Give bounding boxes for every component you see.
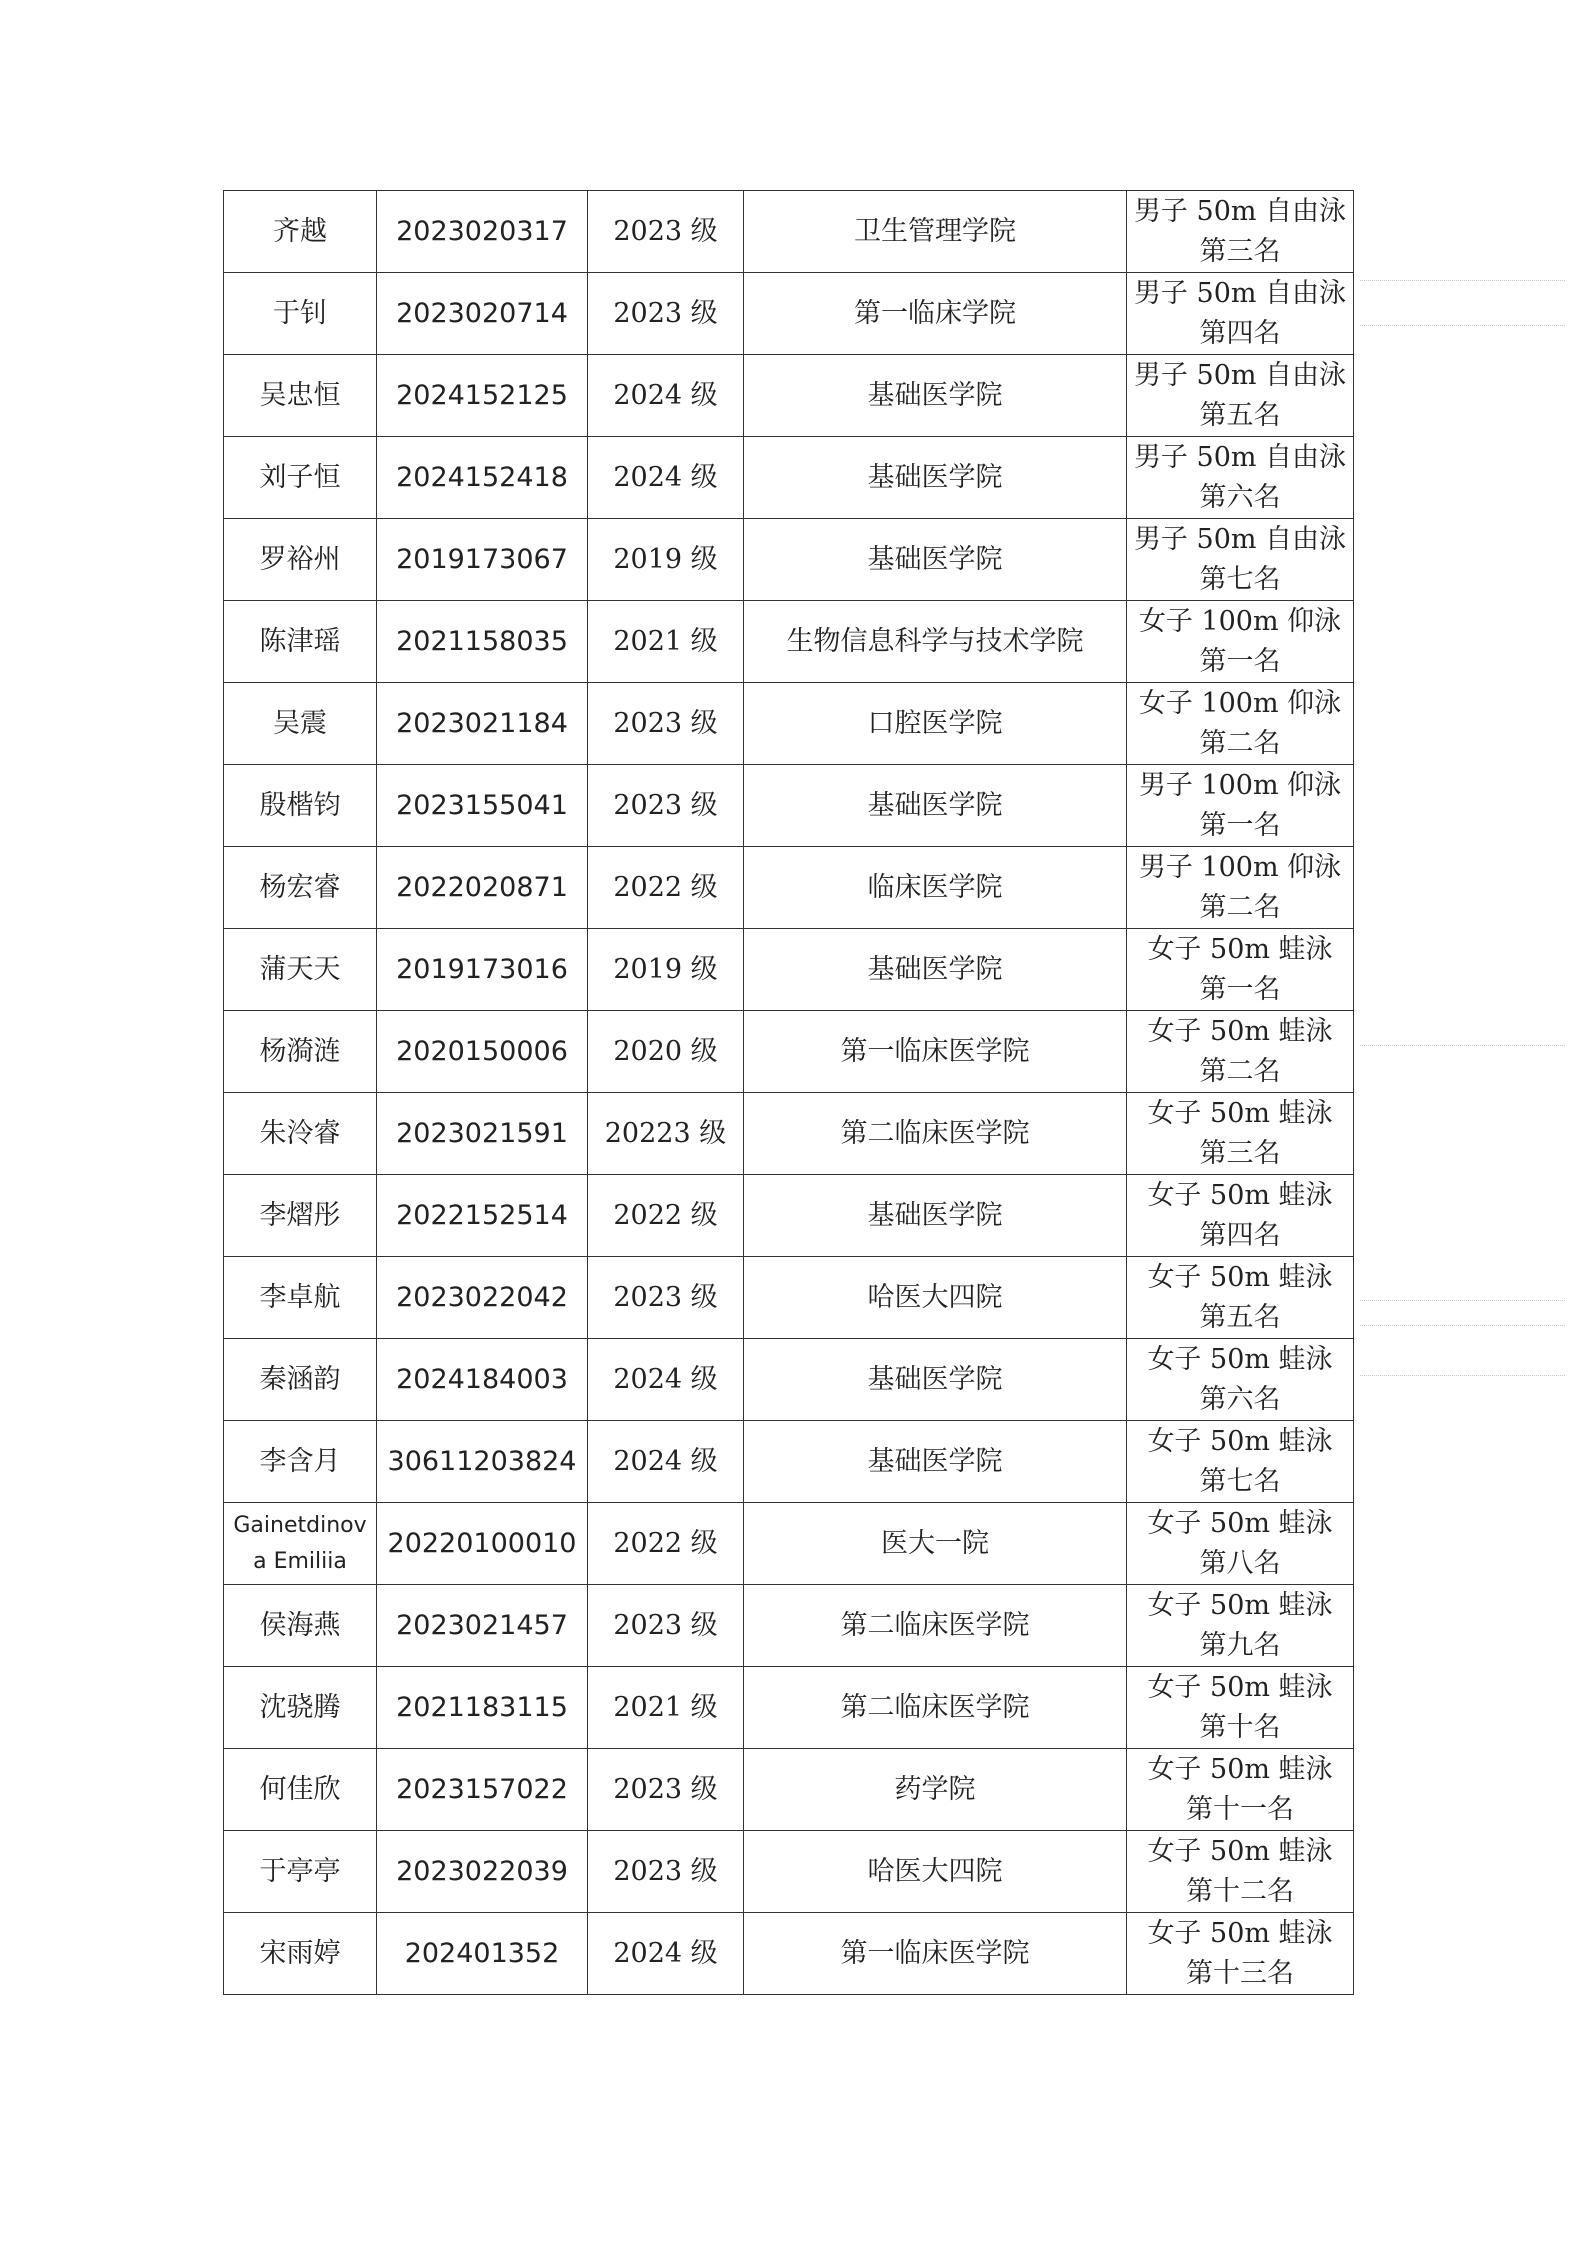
student-id: 2019173016	[377, 929, 588, 1011]
student-name: 侯海燕	[224, 1585, 377, 1667]
table-row	[224, 437, 1354, 519]
table-row	[224, 765, 1354, 847]
award-result: 女子 50m 蛙泳 第五名	[1127, 1257, 1354, 1339]
student-name: 李含月	[224, 1421, 377, 1503]
table-row	[224, 1749, 1354, 1831]
student-name: 朱泠睿	[224, 1093, 377, 1175]
table-row	[224, 601, 1354, 683]
student-name: 刘子恒	[224, 437, 377, 519]
table-row	[224, 929, 1354, 1011]
grade-level: 2023 级	[588, 191, 744, 273]
table-row	[224, 1175, 1354, 1257]
grade-level: 2023 级	[588, 1585, 744, 1667]
ghost-guide-line	[1360, 325, 1565, 326]
college-name: 医大一院	[744, 1503, 1127, 1585]
ghost-guide-line	[1360, 1375, 1565, 1376]
grade-level: 2021 级	[588, 1667, 744, 1749]
student-name: 吴震	[224, 683, 377, 765]
student-name: 于亭亭	[224, 1831, 377, 1913]
student-name: 殷楷钧	[224, 765, 377, 847]
table-row	[224, 1503, 1354, 1585]
award-result: 女子 50m 蛙泳 第十一名	[1127, 1749, 1354, 1831]
student-name: Gainetdinova Emiliia	[224, 1503, 377, 1585]
award-result: 男子 100m 仰泳 第一名	[1127, 765, 1354, 847]
student-id: 2023021184	[377, 683, 588, 765]
table-row	[224, 1257, 1354, 1339]
table-row	[224, 273, 1354, 355]
grade-level: 2022 级	[588, 1503, 744, 1585]
college-name: 基础医学院	[744, 519, 1127, 601]
ghost-guide-line	[1360, 1325, 1565, 1326]
student-name: 蒲天天	[224, 929, 377, 1011]
student-id: 2023155041	[377, 765, 588, 847]
college-name: 基础医学院	[744, 1339, 1127, 1421]
college-name: 哈医大四院	[744, 1257, 1127, 1339]
award-result: 女子 100m 仰泳 第一名	[1127, 601, 1354, 683]
award-result: 男子 50m 自由泳 第六名	[1127, 437, 1354, 519]
student-id: 2024184003	[377, 1339, 588, 1421]
table-row	[224, 1339, 1354, 1421]
table-row	[224, 847, 1354, 929]
award-result: 男子 50m 自由泳 第七名	[1127, 519, 1354, 601]
award-result: 女子 50m 蛙泳 第六名	[1127, 1339, 1354, 1421]
student-id: 2024152418	[377, 437, 588, 519]
award-table	[223, 190, 1354, 1995]
college-name: 第二临床医学院	[744, 1585, 1127, 1667]
award-result: 女子 100m 仰泳 第二名	[1127, 683, 1354, 765]
table-row	[224, 1831, 1354, 1913]
student-name: 杨宏睿	[224, 847, 377, 929]
college-name: 基础医学院	[744, 929, 1127, 1011]
ghost-guide-line	[1360, 1045, 1565, 1046]
college-name: 第一临床医学院	[744, 1913, 1127, 1995]
award-result: 男子 50m 自由泳 第四名	[1127, 273, 1354, 355]
student-id: 20220100010	[377, 1503, 588, 1585]
grade-level: 2020 级	[588, 1011, 744, 1093]
student-name: 宋雨婷	[224, 1913, 377, 1995]
college-name: 口腔医学院	[744, 683, 1127, 765]
award-result: 女子 50m 蛙泳 第九名	[1127, 1585, 1354, 1667]
grade-level: 2022 级	[588, 847, 744, 929]
table-row	[224, 1667, 1354, 1749]
award-result: 男子 50m 自由泳 第五名	[1127, 355, 1354, 437]
table-row	[224, 191, 1354, 273]
grade-level: 2024 级	[588, 1339, 744, 1421]
award-result: 女子 50m 蛙泳 第十三名	[1127, 1913, 1354, 1995]
grade-level: 2024 级	[588, 1421, 744, 1503]
award-result: 女子 50m 蛙泳 第二名	[1127, 1011, 1354, 1093]
student-name: 罗裕州	[224, 519, 377, 601]
award-result: 女子 50m 蛙泳 第十二名	[1127, 1831, 1354, 1913]
award-table-body	[224, 191, 1354, 1995]
student-id: 202401352	[377, 1913, 588, 1995]
student-name: 李熠彤	[224, 1175, 377, 1257]
student-id: 2023021457	[377, 1585, 588, 1667]
table-row	[224, 1913, 1354, 1995]
grade-level: 20223 级	[588, 1093, 744, 1175]
ghost-guide-line	[1360, 280, 1565, 281]
grade-level: 2022 级	[588, 1175, 744, 1257]
grade-level: 2023 级	[588, 683, 744, 765]
grade-level: 2024 级	[588, 355, 744, 437]
grade-level: 2023 级	[588, 765, 744, 847]
student-name: 杨漪涟	[224, 1011, 377, 1093]
college-name: 临床医学院	[744, 847, 1127, 929]
table-row	[224, 683, 1354, 765]
college-name: 第二临床医学院	[744, 1667, 1127, 1749]
student-name: 何佳欣	[224, 1749, 377, 1831]
college-name: 基础医学院	[744, 355, 1127, 437]
college-name: 基础医学院	[744, 437, 1127, 519]
grade-level: 2023 级	[588, 1257, 744, 1339]
grade-level: 2019 级	[588, 929, 744, 1011]
college-name: 第二临床医学院	[744, 1093, 1127, 1175]
student-id: 2024152125	[377, 355, 588, 437]
college-name: 哈医大四院	[744, 1831, 1127, 1913]
student-id: 2021183115	[377, 1667, 588, 1749]
student-name: 秦涵韵	[224, 1339, 377, 1421]
table-row	[224, 519, 1354, 601]
student-id: 2023022042	[377, 1257, 588, 1339]
student-name: 陈津瑶	[224, 601, 377, 683]
student-id: 2023020714	[377, 273, 588, 355]
award-result: 男子 50m 自由泳 第三名	[1127, 191, 1354, 273]
grade-level: 2019 级	[588, 519, 744, 601]
award-result: 女子 50m 蛙泳 第一名	[1127, 929, 1354, 1011]
college-name: 卫生管理学院	[744, 191, 1127, 273]
ghost-guide-line	[1360, 1300, 1565, 1301]
student-name: 齐越	[224, 191, 377, 273]
table-row	[224, 1585, 1354, 1667]
student-id: 2022020871	[377, 847, 588, 929]
student-id: 2021158035	[377, 601, 588, 683]
college-name: 第一临床医学院	[744, 1011, 1127, 1093]
award-result: 女子 50m 蛙泳 第七名	[1127, 1421, 1354, 1503]
grade-level: 2021 级	[588, 601, 744, 683]
college-name: 药学院	[744, 1749, 1127, 1831]
college-name: 基础医学院	[744, 1421, 1127, 1503]
award-result: 女子 50m 蛙泳 第三名	[1127, 1093, 1354, 1175]
student-id: 2023157022	[377, 1749, 588, 1831]
table-row	[224, 1011, 1354, 1093]
table-row	[224, 1421, 1354, 1503]
student-id: 2022152514	[377, 1175, 588, 1257]
award-result: 女子 50m 蛙泳 第八名	[1127, 1503, 1354, 1585]
college-name: 基础医学院	[744, 765, 1127, 847]
student-name: 于钊	[224, 273, 377, 355]
table-row	[224, 355, 1354, 437]
student-id: 2023022039	[377, 1831, 588, 1913]
award-result: 男子 100m 仰泳 第二名	[1127, 847, 1354, 929]
student-name: 吴忠恒	[224, 355, 377, 437]
award-result: 女子 50m 蛙泳 第十名	[1127, 1667, 1354, 1749]
grade-level: 2024 级	[588, 1913, 744, 1995]
table-row	[224, 1093, 1354, 1175]
student-id: 30611203824	[377, 1421, 588, 1503]
college-name: 第一临床学院	[744, 273, 1127, 355]
grade-level: 2023 级	[588, 1831, 744, 1913]
student-name: 沈骁腾	[224, 1667, 377, 1749]
student-id: 2023020317	[377, 191, 588, 273]
award-result: 女子 50m 蛙泳 第四名	[1127, 1175, 1354, 1257]
student-name: 李卓航	[224, 1257, 377, 1339]
grade-level: 2023 级	[588, 1749, 744, 1831]
student-id: 2020150006	[377, 1011, 588, 1093]
student-id: 2019173067	[377, 519, 588, 601]
student-id: 2023021591	[377, 1093, 588, 1175]
grade-level: 2023 级	[588, 273, 744, 355]
grade-level: 2024 级	[588, 437, 744, 519]
college-name: 基础医学院	[744, 1175, 1127, 1257]
college-name: 生物信息科学与技术学院	[744, 601, 1127, 683]
